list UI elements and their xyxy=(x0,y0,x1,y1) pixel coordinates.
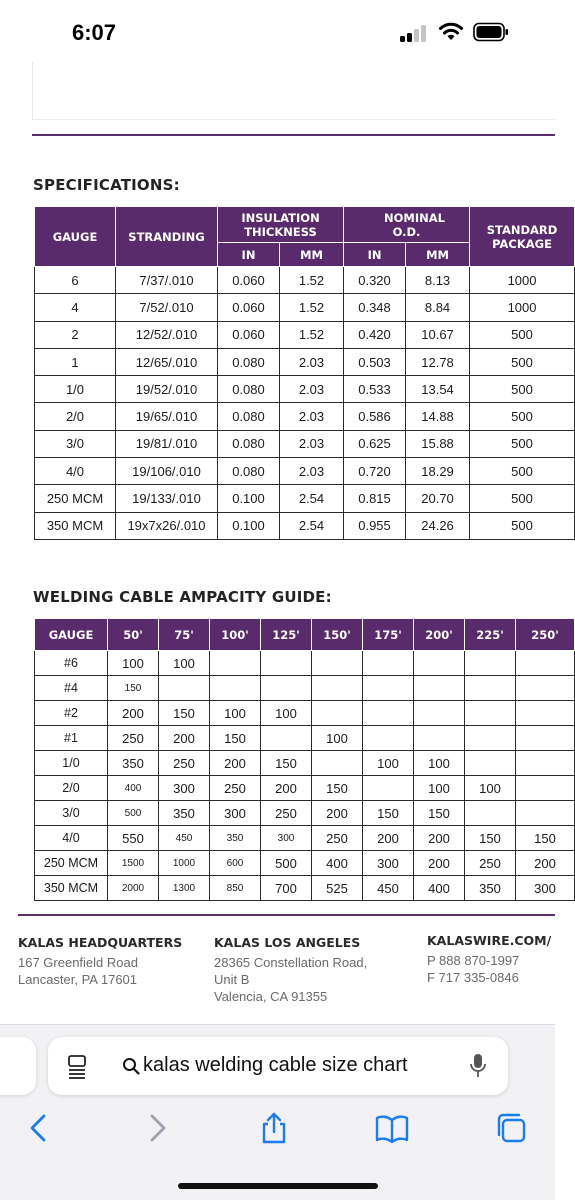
ampacity-cell: 850 xyxy=(210,876,261,901)
home-indicator[interactable] xyxy=(178,1183,378,1189)
ampacity-cell xyxy=(363,726,414,751)
headquarters-title: KALAS HEADQUARTERS xyxy=(18,935,183,950)
spec-cell: 0.815 xyxy=(344,485,406,512)
ampacity-cell xyxy=(312,676,363,701)
header-nominal-mm: MM xyxy=(406,243,470,267)
search-icon xyxy=(122,1057,140,1075)
spec-cell: 0.060 xyxy=(218,294,280,321)
ampacity-cell: 200 xyxy=(516,851,575,876)
los-angeles-title: KALAS LOS ANGELES xyxy=(214,935,361,950)
spec-row xyxy=(35,485,575,512)
los-angeles-address-line2: Unit B xyxy=(214,972,250,987)
ampacity-cell xyxy=(312,751,363,776)
ampacity-cell: 150 xyxy=(414,801,465,826)
ampacity-cell: 100 xyxy=(312,726,363,751)
ampacity-row xyxy=(35,801,575,826)
document-page[interactable] xyxy=(0,62,559,1024)
spec-cell: 2.03 xyxy=(280,403,344,430)
spec-cell: 1.52 xyxy=(280,321,344,348)
ampacity-header-cell: 75' xyxy=(159,619,210,651)
ampacity-row xyxy=(35,776,575,801)
header-stranding: STRANDING xyxy=(116,207,218,267)
ampacity-row xyxy=(35,851,575,876)
spec-cell: 20.70 xyxy=(406,485,470,512)
spec-cell: 19x7x26/.010 xyxy=(116,512,218,539)
spec-cell: 1 xyxy=(35,348,116,375)
ampacity-cell xyxy=(465,651,516,676)
ampacity-gauge-cell: #1 xyxy=(35,726,108,751)
spec-cell: 500 xyxy=(470,485,575,512)
ampacity-cell: 150 xyxy=(159,701,210,726)
ampacity-cell xyxy=(312,651,363,676)
ampacity-cell: 200 xyxy=(414,826,465,851)
ampacity-header-cell: 200' xyxy=(414,619,465,651)
spec-cell: 4 xyxy=(35,294,116,321)
spec-row xyxy=(35,267,575,294)
ampacity-gauge-cell: 4/0 xyxy=(35,826,108,851)
ampacity-cell: 250 xyxy=(261,801,312,826)
ampacity-cell: 150 xyxy=(465,826,516,851)
header-insulation-in: IN xyxy=(218,243,280,267)
spec-row xyxy=(35,430,575,457)
spec-cell: 0.348 xyxy=(344,294,406,321)
spec-row xyxy=(35,376,575,403)
header-insulation-thickness: INSULATION THICKNESS xyxy=(218,207,344,243)
ampacity-cell: 400 xyxy=(414,876,465,901)
spec-cell: 2/0 xyxy=(35,403,116,430)
ampacity-cell: 350 xyxy=(465,876,516,901)
ampacity-header-cell: 50' xyxy=(108,619,159,651)
ampacity-cell: 300 xyxy=(363,851,414,876)
spec-cell: 0.060 xyxy=(218,321,280,348)
spec-cell: 0.080 xyxy=(218,403,280,430)
ampacity-cell: 400 xyxy=(108,776,159,801)
ampacity-cell: 150 xyxy=(363,801,414,826)
los-angeles-address-line3: Valencia, CA 91355 xyxy=(214,989,328,1004)
ampacity-cell: 200 xyxy=(414,851,465,876)
spec-row xyxy=(35,348,575,375)
ampacity-cell: 100 xyxy=(465,776,516,801)
previous-tab-peek[interactable] xyxy=(0,1037,36,1095)
headquarters-address-line1: 167 Greenfield Road xyxy=(18,955,138,970)
ampacity-cell: 200 xyxy=(159,726,210,751)
spec-cell: 0.420 xyxy=(344,321,406,348)
spec-cell: 8.13 xyxy=(406,267,470,294)
specifications-title: SPECIFICATIONS: xyxy=(33,176,180,194)
ampacity-cell xyxy=(516,726,575,751)
ampacity-row xyxy=(35,651,575,676)
ampacity-cell xyxy=(414,701,465,726)
spec-cell: 7/52/.010 xyxy=(116,294,218,321)
ampacity-cell xyxy=(261,726,312,751)
ampacity-cell: 150 xyxy=(210,726,261,751)
browser-toolbar xyxy=(0,1024,555,1200)
specifications-table xyxy=(34,206,575,540)
website-link[interactable]: KALASWIRE.COM/ xyxy=(427,933,552,948)
ampacity-gauge-cell: #4 xyxy=(35,676,108,701)
ampacity-cell: 1300 xyxy=(159,876,210,901)
ampacity-header-cell: 250' xyxy=(516,619,575,651)
ampacity-cell: 150 xyxy=(108,676,159,701)
ampacity-cell: 550 xyxy=(108,826,159,851)
ampacity-cell: 700 xyxy=(261,876,312,901)
ampacity-cell: 2000 xyxy=(108,876,159,901)
document-header-box-right xyxy=(412,62,555,120)
ampacity-row xyxy=(35,676,575,701)
ampacity-cell: 250 xyxy=(159,751,210,776)
ampacity-cell: 100 xyxy=(108,651,159,676)
tabs-icon[interactable] xyxy=(494,1111,528,1145)
ampacity-cell: 150 xyxy=(261,751,312,776)
ampacity-cell xyxy=(516,651,575,676)
header-nominal-in: IN xyxy=(344,243,406,267)
spec-row xyxy=(35,321,575,348)
spec-cell: 13.54 xyxy=(406,376,470,403)
ampacity-cell xyxy=(210,651,261,676)
spec-cell: 19/65/.010 xyxy=(116,403,218,430)
ampacity-cell: 300 xyxy=(516,876,575,901)
share-icon[interactable] xyxy=(257,1111,291,1145)
ampacity-cell xyxy=(516,676,575,701)
spec-cell: 0.955 xyxy=(344,512,406,539)
ampacity-cell: 200 xyxy=(210,751,261,776)
ampacity-cell: 350 xyxy=(159,801,210,826)
spec-cell: 1000 xyxy=(470,267,575,294)
ampacity-table xyxy=(34,618,575,901)
ampacity-gauge-cell: #6 xyxy=(35,651,108,676)
ampacity-cell: 300 xyxy=(261,826,312,851)
ampacity-cell xyxy=(210,676,261,701)
ampacity-cell: 200 xyxy=(261,776,312,801)
ampacity-cell: 100 xyxy=(159,651,210,676)
ampacity-cell xyxy=(516,751,575,776)
back-chevron-icon[interactable] xyxy=(22,1111,56,1145)
spec-cell: 14.88 xyxy=(406,403,470,430)
spec-cell: 0.720 xyxy=(344,458,406,485)
ampacity-cell: 250 xyxy=(210,776,261,801)
ampacity-row xyxy=(35,751,575,776)
spec-cell: 19/106/.010 xyxy=(116,458,218,485)
ampacity-header-cell: 175' xyxy=(363,619,414,651)
ampacity-gauge-cell: #2 xyxy=(35,701,108,726)
ampacity-cell xyxy=(261,676,312,701)
ampacity-cell xyxy=(261,651,312,676)
ampacity-title: WELDING CABLE AMPACITY GUIDE: xyxy=(33,588,332,606)
spec-cell: 350 MCM xyxy=(35,512,116,539)
ampacity-cell: 200 xyxy=(363,826,414,851)
ampacity-row xyxy=(35,826,575,851)
ampacity-cell xyxy=(465,801,516,826)
spec-cell: 500 xyxy=(470,348,575,375)
ampacity-cell: 300 xyxy=(159,776,210,801)
spec-cell: 0.586 xyxy=(344,403,406,430)
spec-cell: 0.503 xyxy=(344,348,406,375)
wifi-icon xyxy=(438,20,464,42)
spec-cell: 500 xyxy=(470,376,575,403)
spec-cell: 2.54 xyxy=(280,512,344,539)
ampacity-cell: 250 xyxy=(312,826,363,851)
spec-cell: 19/52/.010 xyxy=(116,376,218,403)
ampacity-cell: 600 xyxy=(210,851,261,876)
footer-headquarters xyxy=(18,934,182,988)
header-standard-package: STANDARD PACKAGE xyxy=(470,207,575,267)
spec-row xyxy=(35,458,575,485)
ampacity-cell xyxy=(516,801,575,826)
ampacity-cell xyxy=(414,726,465,751)
ampacity-cell: 150 xyxy=(312,776,363,801)
ampacity-cell: 500 xyxy=(261,851,312,876)
ampacity-row xyxy=(35,701,575,726)
ampacity-cell xyxy=(363,776,414,801)
spec-cell: 500 xyxy=(470,321,575,348)
header-nominal-od: NOMINAL O.D. xyxy=(344,207,470,243)
headquarters-address-line2: Lancaster, PA 17601 xyxy=(18,972,138,987)
spec-cell: 0.080 xyxy=(218,458,280,485)
spec-cell: 0.060 xyxy=(218,267,280,294)
ampacity-cell xyxy=(363,676,414,701)
ampacity-cell: 150 xyxy=(516,826,575,851)
ampacity-header-cell: 150' xyxy=(312,619,363,651)
ampacity-gauge-cell: 350 MCM xyxy=(35,876,108,901)
spec-cell: 7/37/.010 xyxy=(116,267,218,294)
ampacity-cell xyxy=(516,701,575,726)
spec-cell: 1/0 xyxy=(35,376,116,403)
ampacity-cell xyxy=(312,701,363,726)
ampacity-cell: 1500 xyxy=(108,851,159,876)
battery-icon xyxy=(473,22,509,42)
spec-cell: 6 xyxy=(35,267,116,294)
spec-cell: 2.03 xyxy=(280,458,344,485)
spec-cell: 0.100 xyxy=(218,512,280,539)
fax-number: F 717 335-0846 xyxy=(427,970,519,985)
ampacity-gauge-cell: 2/0 xyxy=(35,776,108,801)
ampacity-cell: 100 xyxy=(261,701,312,726)
cellular-signal-icon xyxy=(400,24,430,42)
spec-cell: 19/133/.010 xyxy=(116,485,218,512)
forward-chevron-icon[interactable] xyxy=(140,1111,174,1145)
ampacity-cell: 250 xyxy=(108,726,159,751)
spec-cell: 2.03 xyxy=(280,376,344,403)
ampacity-cell xyxy=(414,651,465,676)
spec-cell: 18.29 xyxy=(406,458,470,485)
spec-cell: 10.67 xyxy=(406,321,470,348)
spec-cell: 12/52/.010 xyxy=(116,321,218,348)
spec-cell: 2.54 xyxy=(280,485,344,512)
ampacity-cell xyxy=(516,776,575,801)
spec-cell: 1.52 xyxy=(280,267,344,294)
spec-cell: 250 MCM xyxy=(35,485,116,512)
spec-cell: 2 xyxy=(35,321,116,348)
ampacity-cell: 525 xyxy=(312,876,363,901)
spec-cell: 15.88 xyxy=(406,430,470,457)
spec-cell: 12.78 xyxy=(406,348,470,375)
header-insulation-mm: MM xyxy=(280,243,344,267)
ampacity-cell xyxy=(465,726,516,751)
spec-cell: 500 xyxy=(470,512,575,539)
spec-cell: 0.100 xyxy=(218,485,280,512)
ampacity-header-cell: 100' xyxy=(210,619,261,651)
reader-icon[interactable] xyxy=(66,1054,88,1080)
footer-contact xyxy=(427,932,551,986)
ampacity-header-cell: 225' xyxy=(465,619,516,651)
ampacity-cell: 300 xyxy=(210,801,261,826)
spec-cell: 2.03 xyxy=(280,430,344,457)
spec-row xyxy=(35,512,575,539)
spec-cell: 0.533 xyxy=(344,376,406,403)
ampacity-cell: 250 xyxy=(465,851,516,876)
header-gauge: GAUGE xyxy=(35,207,116,267)
ampacity-cell: 400 xyxy=(312,851,363,876)
spec-cell: 24.26 xyxy=(406,512,470,539)
spec-cell: 1000 xyxy=(470,294,575,321)
ampacity-cell xyxy=(465,676,516,701)
bookmarks-icon[interactable] xyxy=(375,1111,409,1145)
spec-cell: 0.625 xyxy=(344,430,406,457)
los-angeles-address-line1: 28365 Constellation Road, xyxy=(214,955,368,970)
ampacity-cell xyxy=(465,701,516,726)
search-query-text[interactable]: kalas welding cable size chart xyxy=(143,1054,408,1076)
spec-row xyxy=(35,294,575,321)
address-bar[interactable] xyxy=(48,1037,508,1095)
ampacity-gauge-cell: 1/0 xyxy=(35,751,108,776)
divider-rule xyxy=(32,134,555,136)
ampacity-cell: 100 xyxy=(414,776,465,801)
ampacity-cell xyxy=(414,676,465,701)
footer-los-angeles xyxy=(214,934,367,1005)
ampacity-cell: 350 xyxy=(108,751,159,776)
ampacity-cell xyxy=(363,651,414,676)
spec-cell: 1.52 xyxy=(280,294,344,321)
ampacity-gauge-cell: 250 MCM xyxy=(35,851,108,876)
spec-cell: 0.080 xyxy=(218,430,280,457)
ampacity-cell: 1000 xyxy=(159,851,210,876)
ampacity-cell xyxy=(159,676,210,701)
spec-cell: 500 xyxy=(470,403,575,430)
footer-divider xyxy=(18,914,555,916)
ampacity-row xyxy=(35,726,575,751)
ampacity-cell: 350 xyxy=(210,826,261,851)
ampacity-header-cell: GAUGE xyxy=(35,619,108,651)
spec-cell: 0.080 xyxy=(218,348,280,375)
spec-cell: 500 xyxy=(470,430,575,457)
spec-cell: 19/81/.010 xyxy=(116,430,218,457)
ampacity-cell: 450 xyxy=(159,826,210,851)
microphone-icon[interactable] xyxy=(469,1053,487,1079)
ampacity-gauge-cell: 3/0 xyxy=(35,801,108,826)
spec-cell: 0.320 xyxy=(344,267,406,294)
spec-cell: 8.84 xyxy=(406,294,470,321)
ampacity-cell: 100 xyxy=(363,751,414,776)
document-header-box xyxy=(32,62,412,120)
ampacity-cell: 500 xyxy=(108,801,159,826)
spec-cell: 3/0 xyxy=(35,430,116,457)
spec-cell: 12/65/.010 xyxy=(116,348,218,375)
phone-number[interactable]: P 888 870-1997 xyxy=(427,953,520,968)
ampacity-cell: 200 xyxy=(312,801,363,826)
spec-cell: 0.080 xyxy=(218,376,280,403)
status-bar xyxy=(0,0,555,62)
spec-cell: 2.03 xyxy=(280,348,344,375)
spec-cell: 500 xyxy=(470,458,575,485)
ampacity-row xyxy=(35,876,575,901)
spec-row xyxy=(35,403,575,430)
status-time: 6:07 xyxy=(72,20,117,45)
ampacity-cell: 200 xyxy=(108,701,159,726)
ampacity-cell: 100 xyxy=(210,701,261,726)
spec-cell: 4/0 xyxy=(35,458,116,485)
ampacity-header-cell: 125' xyxy=(261,619,312,651)
ampacity-cell: 100 xyxy=(414,751,465,776)
ampacity-cell xyxy=(363,701,414,726)
ampacity-cell: 450 xyxy=(363,876,414,901)
ampacity-cell xyxy=(465,751,516,776)
